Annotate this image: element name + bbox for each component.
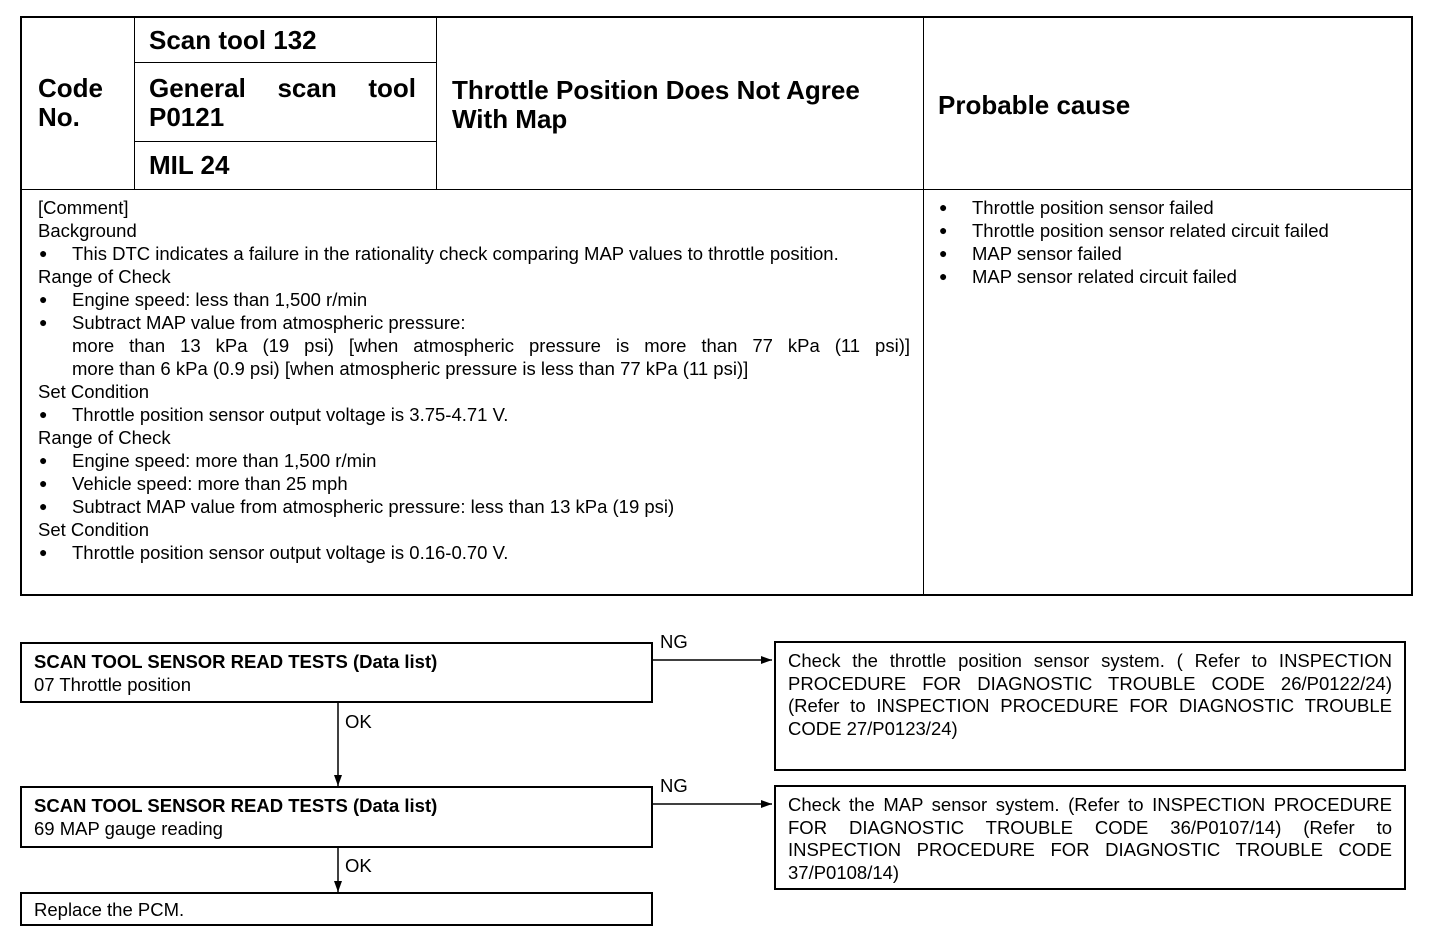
step-scan-tool-map bbox=[20, 786, 653, 848]
step-replace-pcm bbox=[20, 892, 653, 926]
step-scan-tool-throttle bbox=[20, 642, 653, 703]
range-item: ● Subtract MAP value from atmospheric pressure: less than 13 kPa (19 psi) bbox=[38, 495, 910, 518]
comment-tag: [Comment] bbox=[38, 197, 129, 218]
set-condition-heading: Set Condition bbox=[38, 519, 150, 540]
ok-label: OK bbox=[345, 855, 372, 876]
range-item: ● Vehicle speed: more than 25 mph bbox=[38, 472, 910, 495]
set-condition-heading: Set Condition bbox=[38, 381, 150, 402]
step-text: Replace the PCM. bbox=[34, 899, 185, 920]
probable-cause-label: Probable cause bbox=[938, 90, 1131, 120]
scan-tool-code: Scan tool 132 bbox=[149, 25, 317, 55]
ng-result-throttle bbox=[774, 641, 1406, 771]
step-title: SCAN TOOL SENSOR READ TESTS (Data list) bbox=[34, 651, 438, 672]
result-text: Check the MAP sensor system. (Refer to INSPECTION PROCEDURE FOR DIAGNOSTIC TROUBLE CODE 36/P0107/14) (Refer to INSPECTION PROCEDURE FOR DIAGNOSTIC TROUBLE CODE 37/P0108/14) bbox=[788, 794, 1392, 883]
step-item: 07 Throttle position bbox=[34, 673, 192, 695]
range-item: ● Engine speed: more than 1,500 r/min bbox=[38, 449, 910, 472]
probable-cause-item: ● MAP sensor related circuit failed bbox=[938, 265, 1408, 288]
ok-label: OK bbox=[345, 711, 372, 732]
background-heading: Background bbox=[38, 220, 137, 241]
range-subitem: more than 13 kPa (19 psi) [when atmospheric pressure is more than 77 kPa (11 psi)] bbox=[72, 335, 910, 356]
step-title: SCAN TOOL SENSOR READ TESTS (Data list) bbox=[34, 795, 438, 816]
ng-label: NG bbox=[660, 631, 688, 652]
set-condition-item: ● Throttle position sensor output voltage is 3.75-4.71 V. bbox=[38, 403, 910, 426]
general-scan-tool-code: General scan tool P0121 bbox=[149, 73, 416, 132]
probable-cause-item: ● MAP sensor failed bbox=[938, 242, 1408, 265]
range-item: ● Subtract MAP value from atmospheric pressure: bbox=[38, 311, 910, 334]
ng-label: NG bbox=[660, 775, 688, 796]
code-no-label: Code No. bbox=[38, 73, 103, 132]
ng-result-map bbox=[774, 785, 1406, 890]
probable-cause-item: ● Throttle position sensor failed bbox=[938, 196, 1408, 219]
set-condition-item: ● Throttle position sensor output voltage is 0.16-0.70 V. bbox=[38, 541, 910, 564]
step-item: 69 MAP gauge reading bbox=[34, 817, 223, 839]
range-item: ● Engine speed: less than 1,500 r/min bbox=[38, 288, 910, 311]
probable-cause-item: ● Throttle position sensor related circuit failed bbox=[938, 219, 1408, 242]
result-text: Check the throttle position sensor system. ( Refer to INSPECTION PROCEDURE FOR DIAGNOSTIC TROUBLE CODE 26/P0122/24) (Refer to INSPECTION PROCEDURE FOR DIAGNOSTIC TROUBLE CODE 27/P0123/24) bbox=[788, 650, 1392, 739]
range-subitem: more than 6 kPa (0.9 psi) [when atmospheric pressure is less than 77 kPa (11 psi)] bbox=[72, 358, 749, 379]
range-of-check-heading: Range of Check bbox=[38, 427, 171, 448]
mil-code: MIL 24 bbox=[149, 150, 230, 180]
dtc-title: Throttle Position Does Not Agree With Map bbox=[452, 75, 860, 134]
background-item: ● This DTC indicates a failure in the rationality check comparing MAP values to throttle position. bbox=[38, 242, 910, 265]
range-of-check-heading: Range of Check bbox=[38, 266, 171, 287]
